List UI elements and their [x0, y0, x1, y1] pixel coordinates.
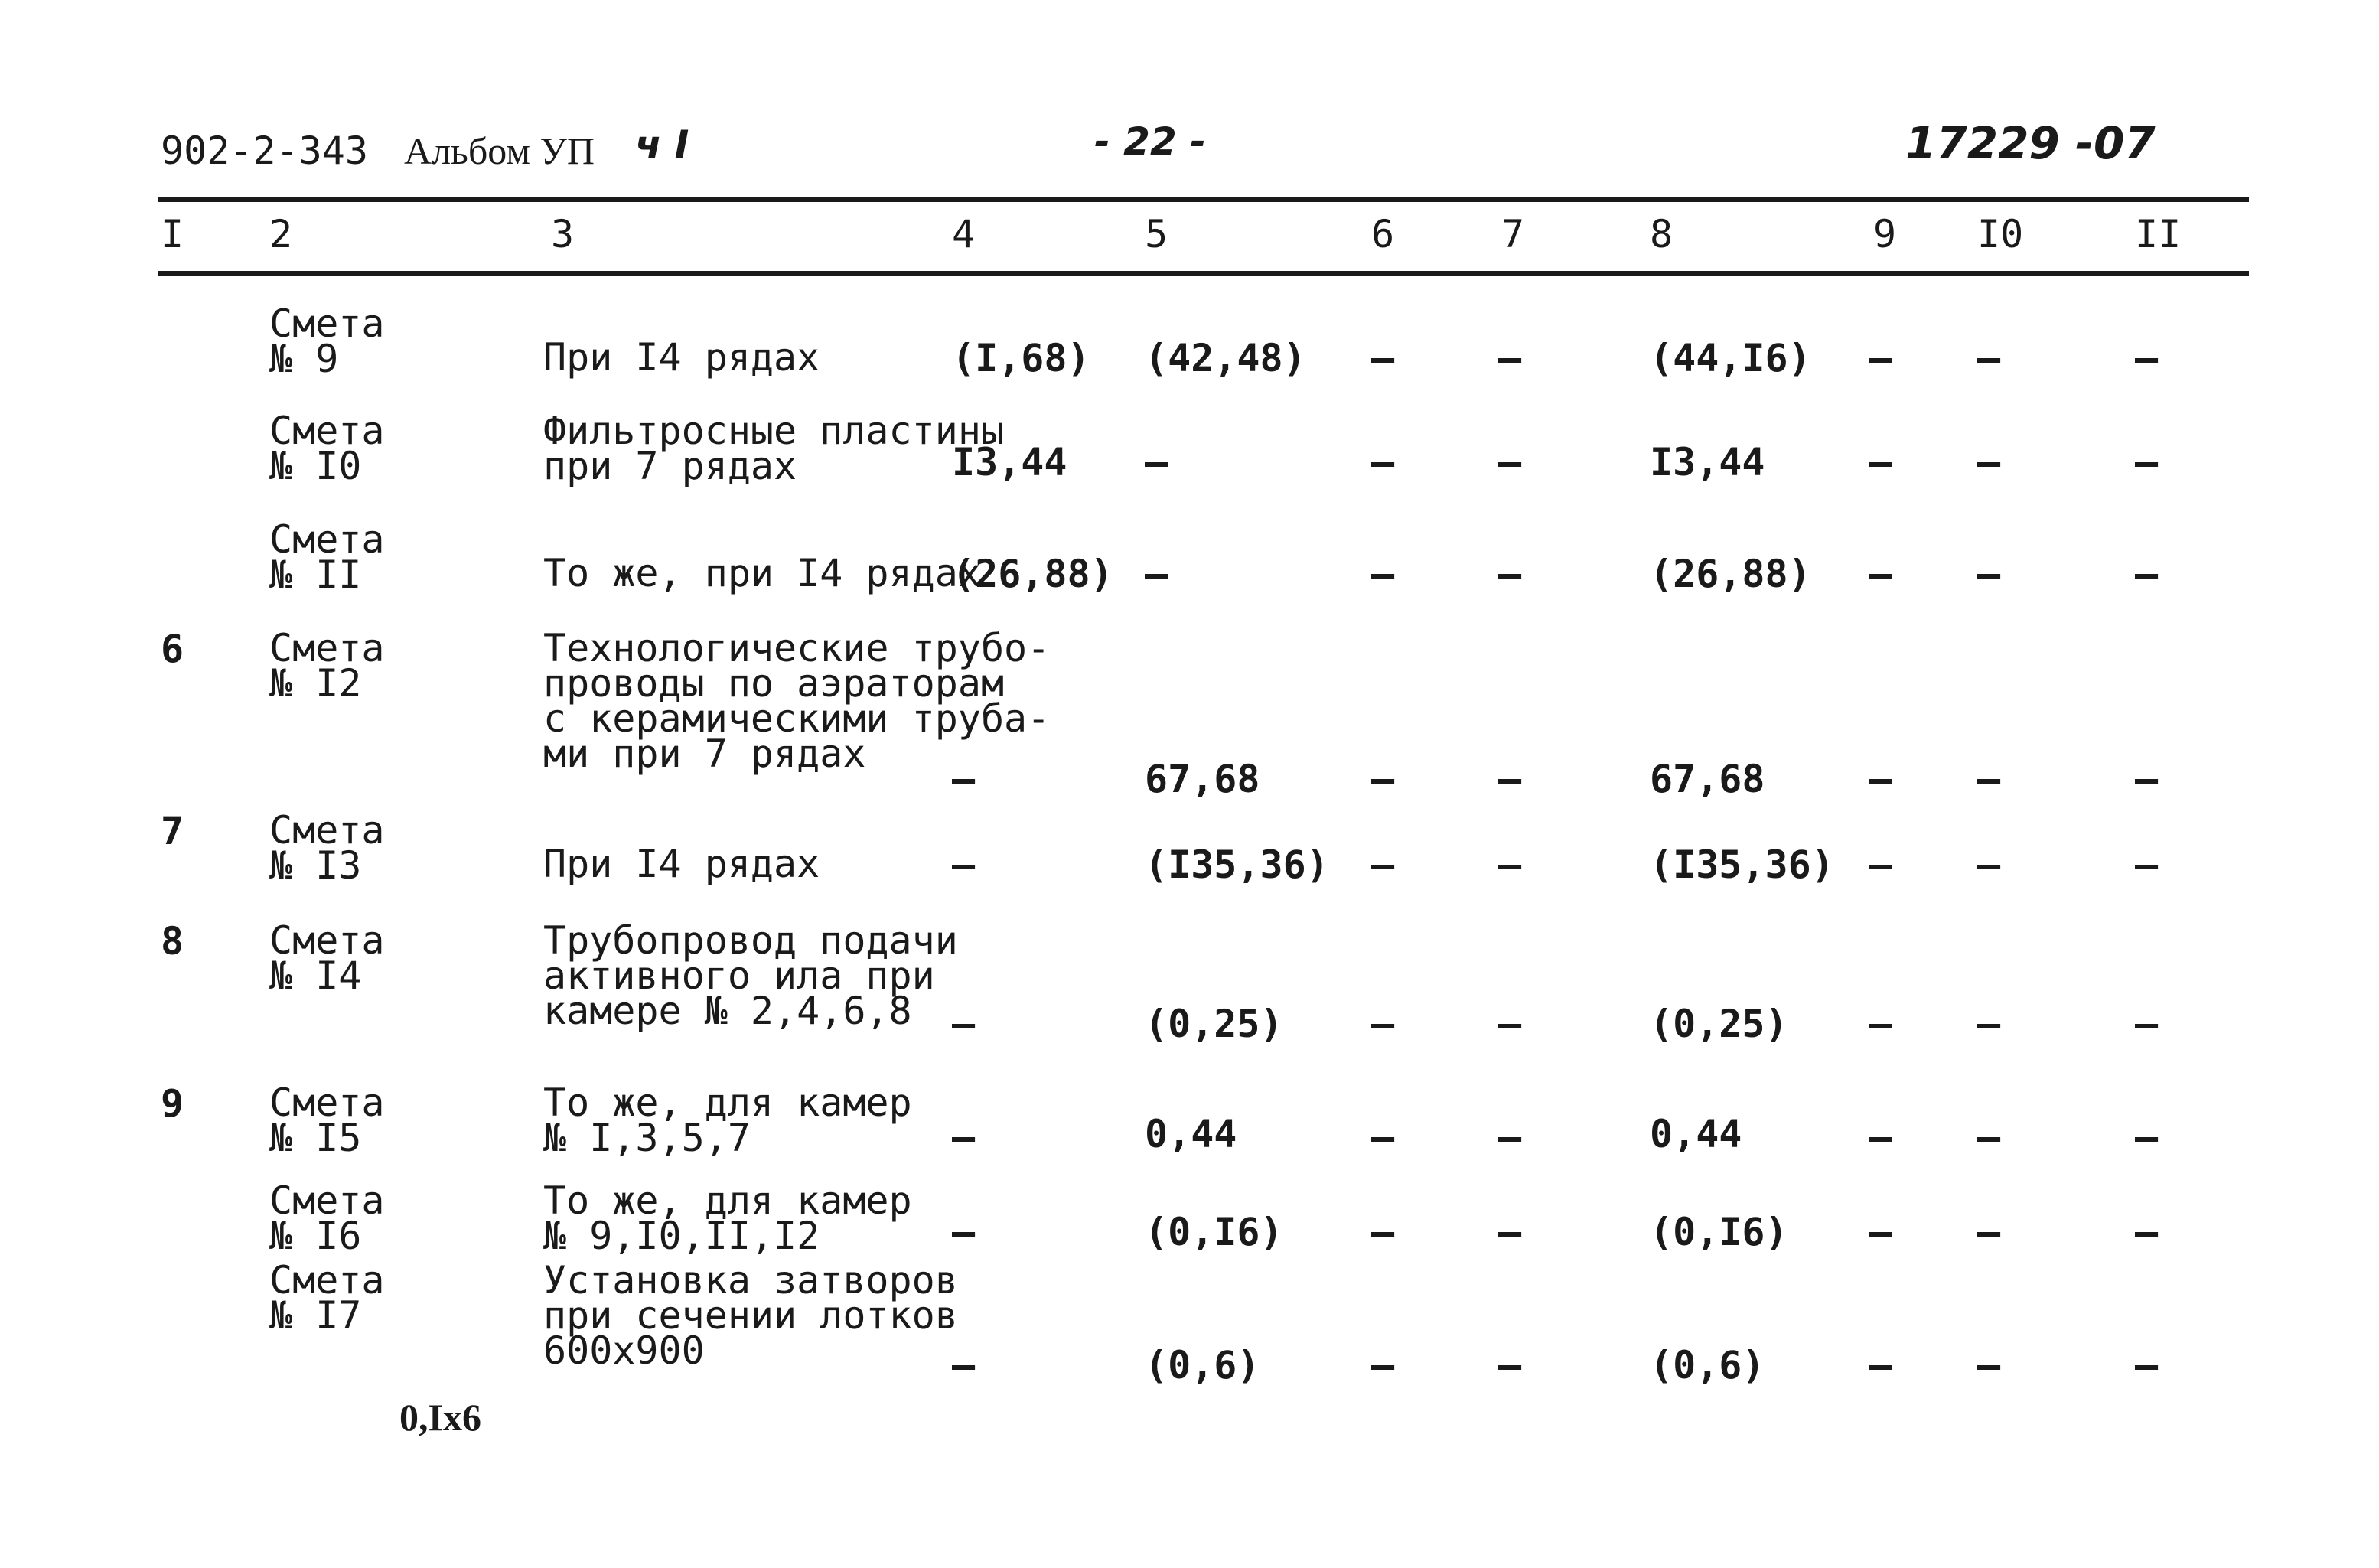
work-description: Трубопровод подачи активного ила при камере № 2,4,6,8: [543, 918, 958, 1033]
estimate-ref: Смета № I2: [269, 626, 385, 706]
column-number-8: 8: [1650, 212, 1673, 256]
col-10-value: –: [1977, 440, 2001, 484]
col-8-value: (26,88): [1650, 552, 1811, 596]
col-11-value: –: [2135, 1002, 2159, 1046]
col-10-value: –: [1977, 1210, 2001, 1254]
col-11-value: –: [2135, 757, 2159, 801]
page-number: - 22 -: [1094, 119, 1206, 164]
col-7-value: –: [1498, 757, 1522, 801]
col-11-value: –: [2135, 336, 2159, 380]
column-number-11: II: [2135, 212, 2182, 256]
row-number: 6: [161, 627, 184, 671]
column-number-7: 7: [1501, 212, 1525, 256]
col-5-value: –: [1145, 440, 1168, 484]
work-description: Фильтросные пластины при 7 рядах: [543, 409, 1005, 488]
col-6-value: –: [1371, 1210, 1395, 1254]
work-description: При I4 рядах: [543, 842, 820, 886]
col-6-value: –: [1371, 336, 1395, 380]
col-5-value: (42,48): [1145, 336, 1306, 380]
col-9-value: –: [1869, 1115, 1892, 1159]
col-7-value: –: [1498, 1343, 1522, 1387]
col-8-value: 67,68: [1650, 757, 1765, 801]
column-number-3: 3: [551, 212, 575, 256]
col-10-value: –: [1977, 1002, 2001, 1046]
col-6-value: –: [1371, 757, 1395, 801]
col-4-value: –: [952, 757, 976, 801]
work-description: При I4 рядах: [543, 335, 820, 380]
col-4-value: I3,44: [952, 440, 1067, 484]
col-9-value: –: [1869, 1210, 1892, 1254]
col-5-value: (0,6): [1145, 1343, 1260, 1387]
column-number-10: I0: [1977, 212, 2024, 256]
row-number: 9: [161, 1081, 184, 1126]
column-number-5: 5: [1145, 212, 1168, 256]
col-7-value: –: [1498, 1002, 1522, 1046]
footnote: 0,Iх6: [399, 1396, 481, 1439]
col-8-value: (I35,36): [1650, 843, 1834, 887]
col-6-value: –: [1371, 843, 1395, 887]
estimate-ref: Смета № I5: [269, 1081, 385, 1160]
col-9-value: –: [1869, 1343, 1892, 1387]
col-6-value: –: [1371, 1343, 1395, 1387]
col-4-value: –: [952, 1002, 976, 1046]
col-4-value: (26,88): [952, 552, 1113, 596]
col-4-value: (I,68): [952, 336, 1090, 380]
col-10-value: –: [1977, 843, 2001, 887]
album-label: Альбом УП: [404, 129, 595, 172]
work-description: То же, при I4 рядах: [543, 551, 981, 595]
estimate-ref: Смета № I7: [269, 1258, 385, 1338]
col-8-value: (44,I6): [1650, 336, 1811, 380]
col-9-value: –: [1869, 440, 1892, 484]
col-11-value: –: [2135, 1115, 2159, 1159]
column-number-1: I: [161, 212, 184, 256]
col-6-value: –: [1371, 1115, 1395, 1159]
col-11-value: –: [2135, 1210, 2159, 1254]
estimate-ref: Смета № I4: [269, 918, 385, 998]
top-rule: [158, 197, 2249, 202]
col-11-value: –: [2135, 1343, 2159, 1387]
col-4-value: –: [952, 1210, 976, 1254]
col-5-value: 67,68: [1145, 757, 1260, 801]
work-description: Технологические трубо- проводы по аэраторам с керамическими труба- ми при 7 рядах: [543, 626, 1051, 776]
col-4-value: –: [952, 843, 976, 887]
col-8-value: I3,44: [1650, 440, 1765, 484]
col-6-value: –: [1371, 1002, 1395, 1046]
col-11-value: –: [2135, 843, 2159, 887]
row-number: 7: [161, 809, 184, 853]
col-9-value: –: [1869, 336, 1892, 380]
row-number: 8: [161, 919, 184, 963]
col-10-value: –: [1977, 336, 2001, 380]
col-5-value: –: [1145, 552, 1168, 596]
col-9-value: –: [1869, 843, 1892, 887]
column-number-2: 2: [269, 212, 293, 256]
col-8-value: (0,6): [1650, 1343, 1765, 1387]
col-8-value: 0,44: [1650, 1112, 1742, 1156]
col-7-value: –: [1498, 1210, 1522, 1254]
col-10-value: –: [1977, 1115, 2001, 1159]
col-4-value: –: [952, 1343, 976, 1387]
col-7-value: –: [1498, 843, 1522, 887]
col-8-value: (0,25): [1650, 1002, 1788, 1046]
col-6-value: –: [1371, 440, 1395, 484]
col-10-value: –: [1977, 1343, 2001, 1387]
col-9-value: –: [1869, 552, 1892, 596]
estimate-ref: Смета № II: [269, 517, 385, 597]
sheet-number: 17229 -07: [1905, 117, 2156, 169]
document-code: 902-2-343: [161, 129, 368, 173]
col-5-value: (I35,36): [1145, 843, 1329, 887]
col-9-value: –: [1869, 1002, 1892, 1046]
column-number-9: 9: [1873, 212, 1897, 256]
col-8-value: (0,I6): [1650, 1210, 1788, 1254]
work-description: То же, для камер № 9,I0,II,I2: [543, 1178, 912, 1258]
col-7-value: –: [1498, 1115, 1522, 1159]
column-number-4: 4: [952, 212, 976, 256]
estimate-ref: Смета № I0: [269, 409, 385, 488]
col-9-value: –: [1869, 757, 1892, 801]
col-6-value: –: [1371, 552, 1395, 596]
estimate-ref: Смета № 9: [269, 302, 385, 381]
col-10-value: –: [1977, 552, 2001, 596]
col-4-value: –: [952, 1115, 976, 1159]
col-11-value: –: [2135, 552, 2159, 596]
estimate-ref: Смета № I6: [269, 1178, 385, 1258]
col-5-value: (0,25): [1145, 1002, 1283, 1046]
col-7-value: –: [1498, 552, 1522, 596]
col-10-value: –: [1977, 757, 2001, 801]
col-11-value: –: [2135, 440, 2159, 484]
col-7-value: –: [1498, 440, 1522, 484]
col-7-value: –: [1498, 336, 1522, 380]
col-5-value: 0,44: [1145, 1112, 1237, 1156]
col-5-value: (0,I6): [1145, 1210, 1283, 1254]
work-description: То же, для камер № I,3,5,7: [543, 1081, 912, 1160]
work-description: Установка затворов при сечении лотков 600х900: [543, 1258, 958, 1373]
part-label: ч I: [635, 122, 689, 167]
column-number-6: 6: [1371, 212, 1395, 256]
estimate-ref: Смета № I3: [269, 808, 385, 888]
header-bottom-rule: [158, 271, 2249, 276]
